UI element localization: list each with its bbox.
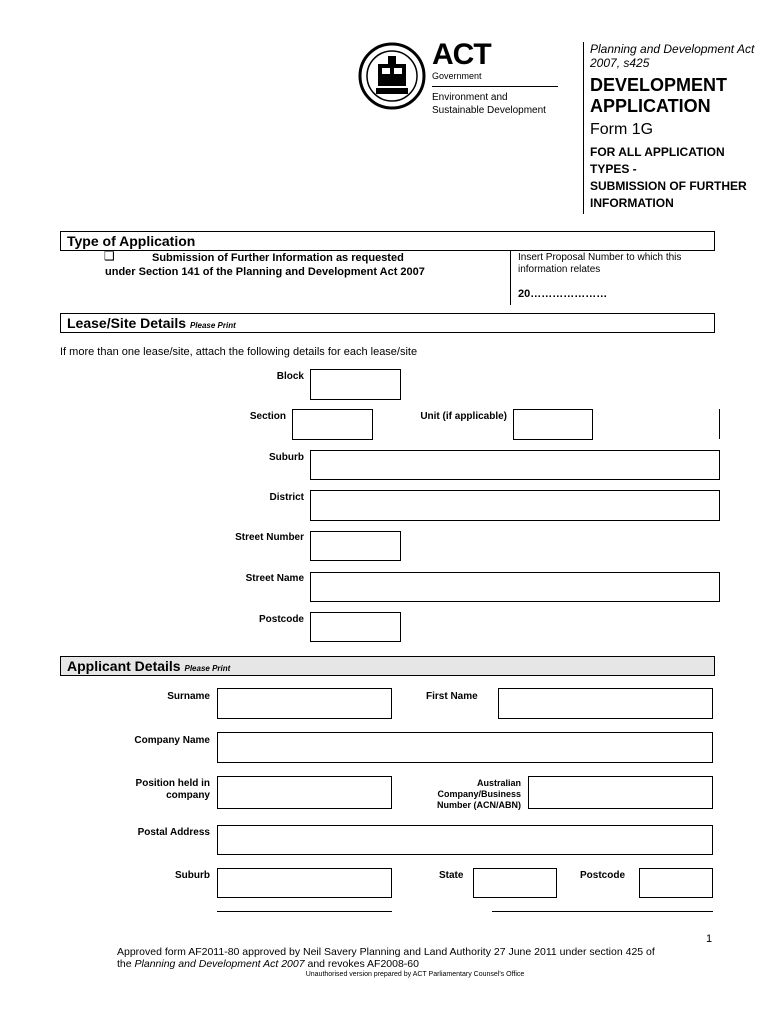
lease-site-section bbox=[60, 313, 715, 333]
applicant-section bbox=[60, 656, 715, 676]
state-field[interactable] bbox=[473, 868, 557, 898]
logo-divider bbox=[432, 86, 558, 87]
street-name-label: Street Name bbox=[245, 573, 304, 584]
district-label: District bbox=[269, 492, 304, 503]
postcode-label: Postcode bbox=[258, 614, 304, 625]
logo-title: ACT bbox=[432, 38, 491, 71]
state-label: State bbox=[439, 870, 464, 881]
form-subtitle-line3: SUBMISSION OF FURTHER bbox=[590, 179, 747, 193]
form-title bbox=[590, 75, 770, 117]
first-name-label: First Name bbox=[426, 691, 478, 702]
form-subtitle-line1: FOR ALL APPLICATION bbox=[590, 145, 725, 159]
approval-line2-pre: the bbox=[117, 958, 135, 970]
street-number-label: Street Number bbox=[235, 532, 304, 543]
approval-line1: Approved form AF2011-80 approved by Neil Savery Planning and Land Authority 27 June 2011 under section 425 of bbox=[117, 946, 655, 958]
form-subtitle-line2: TYPES - bbox=[590, 162, 637, 176]
act-reference bbox=[590, 42, 770, 70]
suburb-field[interactable] bbox=[310, 450, 720, 480]
form-subtitle-line4: INFORMATION bbox=[590, 196, 674, 210]
position-label bbox=[100, 778, 210, 802]
logo-subtitle: Government bbox=[432, 71, 482, 81]
company-name-field[interactable] bbox=[217, 732, 713, 763]
application-option-line2: under Section 141 of the Planning and Development Act 2007 bbox=[105, 266, 425, 278]
postcode-field[interactable] bbox=[310, 612, 401, 642]
form-number: Form 1G bbox=[590, 121, 654, 138]
suburb-label: Suburb bbox=[269, 452, 304, 463]
signature-line-left bbox=[217, 911, 392, 912]
applicant-suburb-field[interactable] bbox=[217, 868, 392, 898]
position-label-line2: company bbox=[166, 790, 210, 801]
unauthorised-notice: Unauthorised version prepared by ACT Parliamentary Counsel's Office bbox=[305, 971, 525, 978]
unit-field[interactable] bbox=[513, 409, 593, 440]
surname-label: Surname bbox=[167, 691, 210, 702]
act-reference-line2: 2007, s425 bbox=[590, 56, 650, 70]
applicant-postcode-field[interactable] bbox=[639, 868, 713, 898]
approval-line2 bbox=[117, 958, 717, 970]
proposal-note-line2: information relates bbox=[518, 264, 601, 275]
proposal-number-cell bbox=[510, 250, 716, 305]
dept-name-line1: Environment and bbox=[432, 92, 508, 103]
applicant-please-print: Please Print bbox=[184, 664, 231, 673]
street-name-field[interactable] bbox=[310, 572, 720, 602]
form-subtitle bbox=[590, 144, 770, 212]
position-field[interactable] bbox=[217, 776, 392, 809]
acn-abn-field[interactable] bbox=[528, 776, 713, 809]
street-number-field[interactable] bbox=[310, 531, 401, 561]
block-field[interactable] bbox=[310, 369, 401, 400]
unit-label: Unit (if applicable) bbox=[420, 411, 507, 422]
acn-abn-label-line1: Australian bbox=[476, 778, 521, 788]
applicant-heading-wrap bbox=[67, 658, 230, 674]
form-title-line1: DEVELOPMENT bbox=[590, 75, 728, 95]
district-field[interactable] bbox=[310, 490, 720, 521]
postal-address-label: Postal Address bbox=[137, 827, 210, 838]
lease-site-heading: Lease/Site Details bbox=[67, 315, 187, 331]
section-label: Section bbox=[249, 411, 286, 422]
surname-field[interactable] bbox=[217, 688, 392, 719]
position-label-line1: Position held in bbox=[135, 778, 210, 789]
further-info-checkbox[interactable]: ❑ bbox=[104, 249, 115, 263]
first-name-field[interactable] bbox=[498, 688, 713, 719]
application-option-line1: Submission of Further Information as requested bbox=[152, 252, 404, 264]
type-of-application-section bbox=[60, 231, 715, 251]
form-title-block bbox=[590, 42, 770, 212]
approval-line2-act: Planning and Development Act 2007 bbox=[134, 958, 305, 970]
page-number: 1 bbox=[706, 933, 713, 945]
lease-site-please-print: Please Print bbox=[189, 321, 236, 330]
unit-row-end-rule bbox=[719, 409, 720, 439]
block-label: Block bbox=[276, 371, 304, 382]
coat-of-arms-icon bbox=[358, 42, 426, 110]
form-title-line2: APPLICATION bbox=[590, 96, 711, 116]
acn-abn-label-line2: Company/Business bbox=[437, 789, 521, 799]
applicant-postcode-label: Postcode bbox=[580, 870, 626, 881]
approval-text bbox=[117, 946, 717, 970]
section-field[interactable] bbox=[292, 409, 373, 440]
dept-name-line2: Sustainable Development bbox=[432, 105, 546, 116]
header-vertical-rule bbox=[583, 42, 584, 214]
company-name-label: Company Name bbox=[134, 735, 210, 746]
type-of-application-body bbox=[60, 250, 715, 305]
act-government-logo bbox=[358, 40, 558, 120]
lease-site-heading-wrap bbox=[67, 315, 236, 331]
acn-abn-label-line3: Number (ACN/ABN) bbox=[437, 800, 521, 810]
applicant-heading: Applicant Details bbox=[67, 658, 181, 674]
acn-abn-label bbox=[410, 778, 521, 811]
postal-address-field[interactable] bbox=[217, 825, 713, 855]
lease-site-instruction: If more than one lease/site, attach the following details for each lease/site bbox=[60, 346, 418, 358]
act-reference-line1: Planning and Development Act bbox=[590, 42, 755, 56]
proposal-note-line1: Insert Proposal Number to which this bbox=[518, 252, 682, 263]
proposal-number-field[interactable]: 20………………… bbox=[518, 288, 608, 300]
application-option bbox=[60, 250, 510, 305]
type-of-application-heading: Type of Application bbox=[67, 233, 196, 249]
applicant-suburb-label: Suburb bbox=[175, 870, 210, 881]
approval-line2-post: and revokes AF2008-60 bbox=[304, 958, 419, 970]
signature-line-right bbox=[492, 911, 713, 912]
